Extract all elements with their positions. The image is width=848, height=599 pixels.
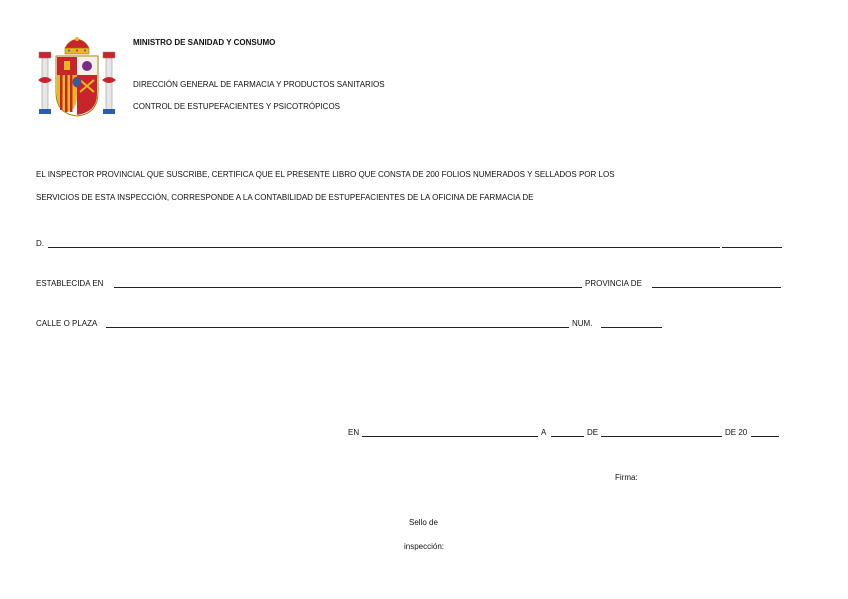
de-label: DE bbox=[587, 428, 599, 437]
shield-icon bbox=[56, 56, 98, 116]
certification-line-1: EL INSPECTOR PROVINCIAL QUE SUSCRIBE, CERTIFICA QUE EL PRESENTE LIBRO QUE CONSTA DE 200 FOLIOS NUMERADOS Y SELLADOS POR LOS bbox=[36, 170, 615, 179]
number-field[interactable] bbox=[601, 327, 662, 328]
a-label: A bbox=[541, 428, 547, 437]
signature-label: Firma: bbox=[615, 473, 638, 482]
street-field[interactable] bbox=[106, 327, 569, 328]
day-field[interactable] bbox=[551, 436, 584, 437]
pharmacist-name-field[interactable] bbox=[48, 247, 720, 248]
seal-label-line-1: Sello de bbox=[409, 518, 438, 527]
control-title: CONTROL DE ESTUPEFACIENTES Y PSICOTRÓPICOS bbox=[133, 102, 341, 111]
crown-icon bbox=[65, 37, 89, 54]
left-pillar-icon bbox=[38, 52, 52, 114]
province-field[interactable] bbox=[652, 287, 781, 288]
street-label: CALLE O PLAZA bbox=[36, 319, 98, 328]
en-label: EN bbox=[348, 428, 360, 437]
pharmacist-name-field-extra[interactable] bbox=[722, 247, 782, 248]
province-label: PROVINCIA DE bbox=[585, 279, 642, 288]
month-field[interactable] bbox=[601, 436, 722, 437]
ministry-title: MINISTRO DE SANIDAD Y CONSUMO bbox=[133, 38, 276, 47]
direction-title: DIRECCIÓN GENERAL DE FARMACIA Y PRODUCTOS SANITARIOS bbox=[133, 80, 385, 89]
d-label: D. bbox=[36, 239, 44, 248]
year-field[interactable] bbox=[751, 436, 779, 437]
established-in-field[interactable] bbox=[114, 287, 582, 288]
de20-label: DE 20 bbox=[725, 428, 748, 437]
established-label: ESTABLECIDA EN bbox=[36, 279, 104, 288]
coat-of-arms-icon bbox=[36, 36, 118, 118]
place-field[interactable] bbox=[362, 436, 538, 437]
certification-line-2: SERVICIOS DE ESTA INSPECCIÓN, CORRESPONDE A LA CONTABILIDAD DE ESTUPEFACIENTES DE LA OFICINA DE FARMACIA DE bbox=[36, 193, 534, 202]
right-pillar-icon bbox=[102, 52, 116, 114]
seal-label-line-2: inspección: bbox=[404, 542, 445, 551]
num-label: NUM. bbox=[572, 319, 593, 328]
